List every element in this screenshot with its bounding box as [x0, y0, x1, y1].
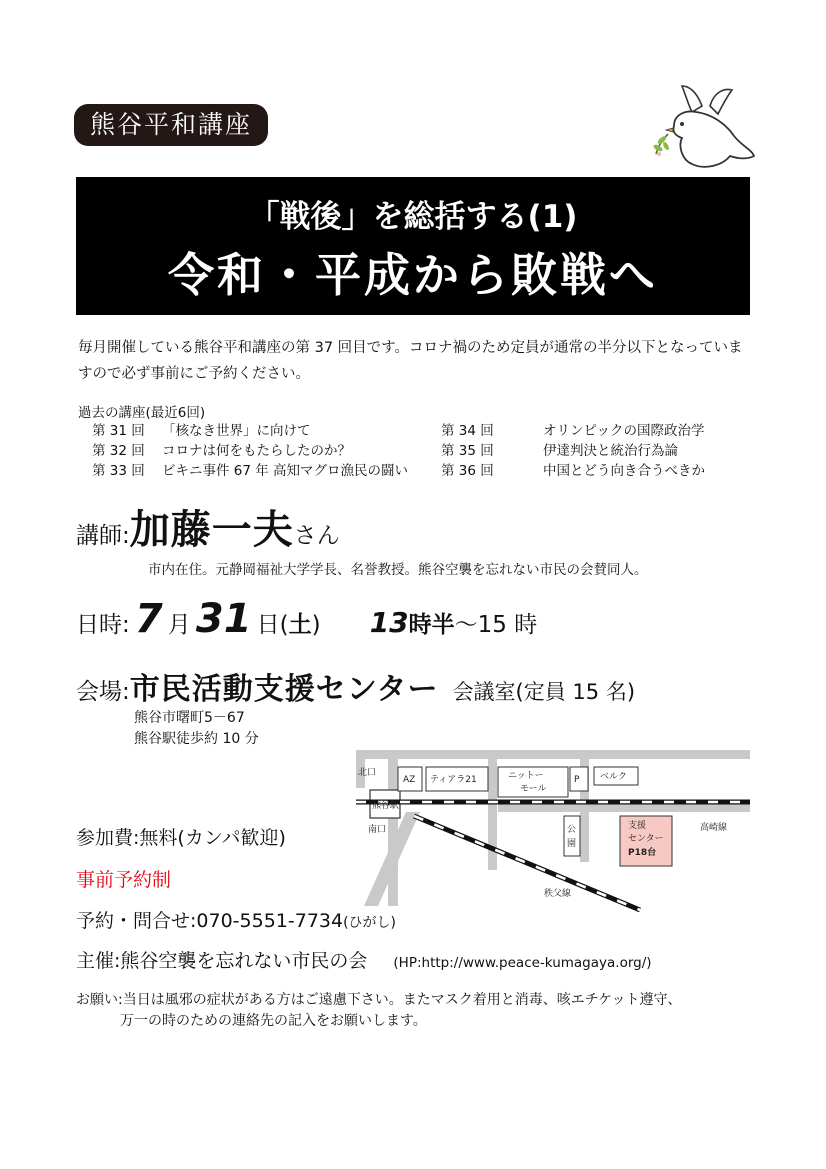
- past-lectures-heading: 過去の講座(最近6回): [78, 405, 206, 421]
- lecturer-profile: 市内在住。元静岡福祉大学学長、名誉教授。熊谷空襲を忘れない市民の会賛同人。: [148, 562, 648, 578]
- end-time: ～15 時: [454, 612, 538, 638]
- map-label-center-parking: P18台: [628, 848, 657, 858]
- title-box: [76, 177, 750, 315]
- venue-room: 会議室(定員 15 名): [452, 680, 636, 704]
- map-label-tiara: ティアラ21: [430, 775, 477, 785]
- venue-address: [134, 708, 259, 750]
- weekday-open: (: [279, 612, 289, 638]
- map-label-station: 熊谷駅: [372, 801, 400, 811]
- map-label-center-1: 支援: [628, 821, 647, 831]
- map-label-takasaki-line: 高崎線: [700, 823, 728, 833]
- map-label-park-2: 園: [567, 839, 577, 849]
- lecture-title: オリンピックの国際政治学: [543, 423, 705, 439]
- request-line-1: お願い:当日は風邪の症状がある方はご遠慮下さい。またマスク着用と消毒、咳エチケット遵守、: [76, 992, 682, 1008]
- access-map: [348, 742, 752, 912]
- contact-row: [76, 906, 396, 933]
- lecturer-row: [76, 498, 340, 555]
- lecturer-label: 講師:: [76, 523, 130, 549]
- venue-name: 市民活動支援センター: [129, 672, 439, 707]
- venue-label: 会場:: [76, 679, 130, 705]
- lecture-title: コロナは何をもたらしたのか？: [162, 443, 351, 459]
- date-day-unit: 日: [256, 612, 280, 638]
- venue-row: [76, 664, 635, 708]
- reservation-notice: 事前予約制: [76, 869, 172, 891]
- past-lectures-list: [92, 421, 732, 481]
- map-label-az: AZ: [403, 775, 416, 785]
- address: 熊谷市曙町5－67: [134, 710, 245, 726]
- lecture-title: 「核なき世界」に向けて: [162, 423, 311, 439]
- lecture-number: 第 36 回: [441, 463, 494, 479]
- request-notice: [76, 990, 766, 1032]
- map-label-minamiguchi: 南口: [368, 825, 387, 835]
- weekday-close: ): [311, 612, 321, 638]
- organizer-row: [76, 946, 652, 973]
- organizer-text: 主催:熊谷空襲を忘れない市民の会: [76, 950, 368, 972]
- date-day: 31: [195, 596, 252, 642]
- lecture-number: 第 31 回: [92, 423, 145, 439]
- access: 熊谷駅徒歩約 10 分: [134, 731, 259, 747]
- lecture-title: ビキニ事件 67 年 高知マグロ漁民の闘い: [162, 463, 409, 479]
- contact-note: (ひがし): [343, 915, 397, 931]
- series-badge: 熊谷平和講座: [74, 104, 268, 146]
- list-item: [92, 441, 732, 461]
- date-month: 7: [134, 596, 163, 642]
- title-sub: 「戦後」を総括する(1): [248, 199, 578, 235]
- map-label-parking: P: [574, 775, 580, 785]
- start-hour: 13: [369, 606, 409, 639]
- lecture-number: 第 34 回: [441, 423, 494, 439]
- date-row: [76, 596, 537, 642]
- map-label-kitaguchi: 北口: [358, 768, 377, 778]
- start-rest: 時半: [408, 612, 455, 638]
- date-label: 日時:: [76, 612, 130, 638]
- date-weekday: 土: [288, 612, 312, 638]
- contact-text: 予約・問合せ:070-5551-7734: [76, 910, 344, 932]
- lecture-title: 中国とどう向き合うべきか: [543, 463, 705, 479]
- map-label-park-1: 公: [567, 825, 577, 835]
- map-label-center-2: センター: [628, 834, 664, 844]
- dove-icon: [652, 84, 756, 176]
- lecture-number: 第 32 回: [92, 443, 145, 459]
- map-label-belk: ベルク: [600, 772, 627, 782]
- map-label-mall: モール: [520, 784, 547, 794]
- intro-text: 毎月開催している熊谷平和講座の第 37 回目です。コロナ禍のため定員が通常の半分以下となっていますので必ず事前にご予約ください。: [78, 340, 743, 382]
- organizer-homepage: (HP:http://www.peace-kumagaya.org/): [393, 955, 652, 971]
- lecturer-honorific: さん: [293, 523, 340, 549]
- title-main: 令和・平成から敗戦へ: [168, 248, 658, 302]
- lecture-number: 第 35 回: [441, 443, 494, 459]
- map-label-chichibu-line: 秩父線: [544, 889, 572, 899]
- date-month-unit: 月: [167, 612, 191, 638]
- lecture-title: 伊達判決と統治行為論: [543, 443, 678, 459]
- list-item: [92, 421, 732, 441]
- lecturer-name: 加藤一夫: [129, 507, 294, 553]
- list-item: [92, 461, 732, 481]
- map-label-nitto: ニットー: [508, 771, 544, 781]
- request-line-2: 万一の時のための連絡先の記入をお願いします。: [120, 1013, 427, 1029]
- fee-text: 参加費:無料(カンパ歓迎): [76, 827, 286, 849]
- lecture-number: 第 33 回: [92, 463, 145, 479]
